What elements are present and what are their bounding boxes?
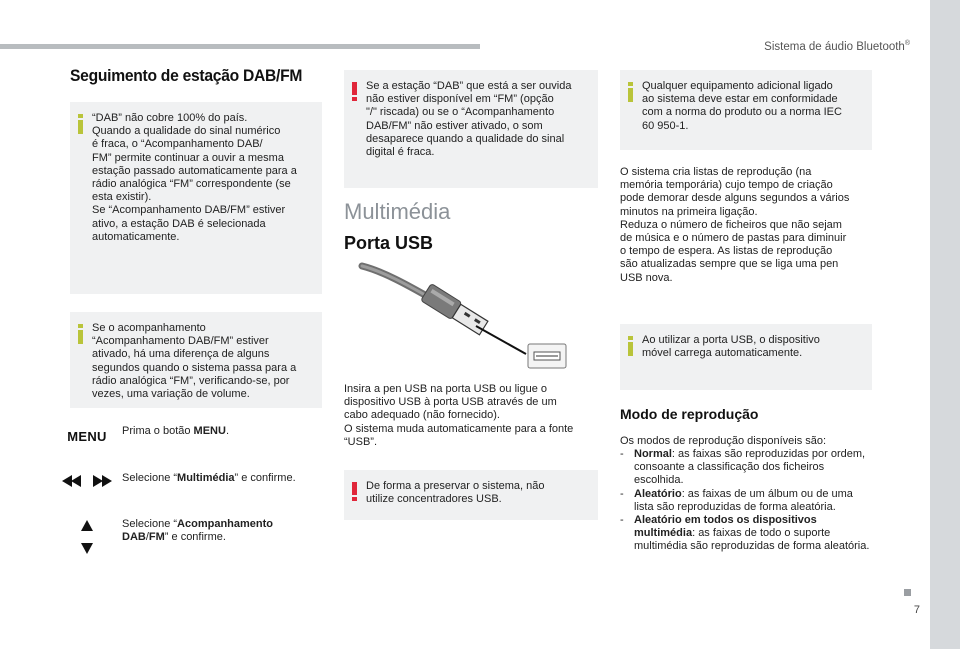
playlist-paragraph: O sistema cria listas de reprodução (na memória temporária) cujo tempo de criação pode demorar desde alguns segundos a vários minutos na primeira ligação. Reduza o número de ficheiros que não sejam de música e o número de pastas para diminuir o tempo de espera. As listas de reprodução são atualizadas sempre que se liga uma pen USB nova. bbox=[620, 166, 850, 284]
running-header bbox=[764, 40, 910, 53]
step-text: Selecione “Acompanhamento DAB/FM” e confirme. bbox=[122, 518, 274, 544]
list-item: - Aleatório: as faixas de um álbum ou de uma lista são reproduzidas de forma aleatória. bbox=[620, 487, 853, 513]
note-text: De forma a preservar o sistema, não utilize concentradores USB. bbox=[366, 480, 545, 506]
playback-modes-list bbox=[620, 448, 872, 554]
header-rule bbox=[0, 44, 480, 49]
playback-modes-intro: Os modos de reprodução disponíveis são: bbox=[620, 435, 827, 447]
info-icon bbox=[627, 82, 634, 102]
end-of-section-marker bbox=[904, 589, 911, 596]
info-note-volume-variation bbox=[70, 312, 322, 408]
warning-note-dab-unavailable bbox=[344, 70, 598, 188]
warning-icon bbox=[351, 482, 358, 502]
seek-arrows-icon bbox=[58, 474, 116, 493]
info-note-usb-charging bbox=[620, 324, 872, 390]
info-note-dab-coverage bbox=[70, 102, 322, 294]
usb-plug-illustration bbox=[356, 260, 576, 376]
registered-mark: ® bbox=[904, 40, 910, 47]
step-text: Selecione “Multimédia” e confirme. bbox=[122, 472, 296, 484]
note-text: Qualquer equipamento adicional ligado ao sistema deve estar em conformidade com a norma do produto ou a norma IEC 60 950-1. bbox=[642, 80, 842, 132]
menu-key-label: MENU bbox=[67, 429, 107, 444]
info-icon bbox=[627, 336, 634, 356]
section-title-multimedia: Multimédia bbox=[344, 199, 451, 224]
section-heading-dab-fm: Seguimento de estação DAB/FM bbox=[70, 66, 303, 85]
page-number: 7 bbox=[913, 604, 920, 616]
list-item: - Normal: as faixas são reproduzidas por ordem, consoante a classificação dos ficheiros escolhida. bbox=[620, 448, 866, 487]
step-press-menu bbox=[58, 425, 322, 465]
info-icon bbox=[77, 324, 84, 344]
up-down-arrows-icon bbox=[58, 520, 116, 559]
note-text: Se o acompanhamento “Acompanhamento DAB/FM” estiver ativado, há uma diferença de alguns segundos quando o sistema passa para a rádio analógica “FM”, verificando-se, por vezes, uma variação de volume. bbox=[92, 322, 297, 401]
step-select-dab-fm-tracking bbox=[58, 518, 322, 558]
warning-note-usb-hubs bbox=[344, 470, 598, 520]
subheading-playback-mode: Modo de reprodução bbox=[620, 406, 759, 422]
note-text: “DAB” não cobre 100% do país. Quando a qualidade do sinal numérico é fraca, o “Acompanhamento DAB/ FM” permite continuar a ouvir a mesma estação passado automaticamente para a rádio analógica “FM” correspondente (se esta existir). Se “Acompanhamento DAB/FM” estiver ativo, a estação DAB é selecionada automaticamente. bbox=[92, 112, 297, 243]
note-text: Ao utilizar a porta USB, o dispositivo móvel carrega automaticamente. bbox=[642, 334, 820, 360]
note-text: Se a estação “DAB” que está a ser ouvida não estiver disponível em “FM” (opção "/" riscada) ou se o “Acompanhamento DAB/FM” não estiver ativado, o som desaparece quando a qualidade do sinal digital é fraca. bbox=[366, 80, 572, 159]
running-header-text: Sistema de áudio Bluetooth bbox=[764, 40, 905, 53]
info-note-iec-standard bbox=[620, 70, 872, 150]
warning-icon bbox=[351, 82, 358, 102]
subheading-usb-port: Porta USB bbox=[344, 233, 434, 253]
usb-instructions: Insira a pen USB na porta USB ou ligue o dispositivo USB à porta USB através de um cabo adequado (não fornecido). O sistema muda automaticamente para a fonte “USB”. bbox=[344, 383, 574, 448]
step-select-multimedia bbox=[58, 472, 322, 512]
step-text: Prima o botão MENU. bbox=[122, 425, 229, 437]
info-icon bbox=[77, 114, 84, 134]
page-side-tab bbox=[930, 0, 960, 649]
list-item: - Aleatório em todos os dispositivos multimédia: as faixas de todo o suporte multimédia são reproduzidas de forma aleatória. bbox=[620, 514, 870, 553]
